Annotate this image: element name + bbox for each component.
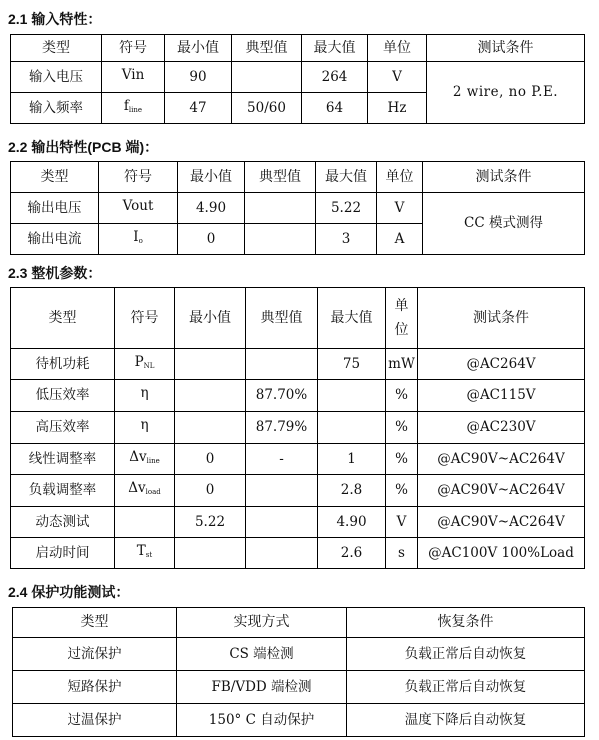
recovery-cell: 温度下降后自动恢复	[347, 704, 585, 737]
unit-cell: A	[377, 224, 423, 255]
condition-cell: @AC90V~AC264V	[418, 475, 585, 507]
symbol-subscript: line	[146, 456, 160, 465]
header-cell: 典型值	[246, 288, 318, 349]
typ-cell	[246, 349, 318, 380]
recovery-cell: 负载正常后自动恢复	[347, 638, 585, 671]
table-header-row	[11, 35, 585, 62]
table-row	[11, 475, 585, 507]
max-cell: 1	[318, 444, 386, 475]
symbol-cell	[115, 507, 175, 538]
section-heading-output: 2.2 输出特性(PCB 端)：	[8, 139, 159, 155]
section-heading-system: 2.3 整机参数：	[8, 265, 102, 281]
header-cell: 最大值	[316, 162, 377, 193]
protection-table	[12, 607, 585, 737]
recovery-cell: 负载正常后自动恢复	[347, 671, 585, 704]
symbol-cell	[99, 193, 178, 224]
min-cell: 47	[165, 93, 232, 124]
symbol-text: T	[136, 542, 146, 559]
type-cell: 输入频率	[11, 93, 102, 124]
type-cell: 输出电流	[11, 224, 99, 255]
type-cell: 启动时间	[11, 538, 115, 569]
type-cell: 负载调整率	[11, 475, 115, 507]
type-cell: 低压效率	[11, 380, 115, 412]
max-cell: 64	[302, 93, 368, 124]
max-cell: 2.6	[318, 538, 386, 569]
max-cell: 3	[316, 224, 377, 255]
header-cell: 最小值	[175, 288, 246, 349]
table-row	[11, 444, 585, 475]
section-heading-protection: 2.4 保护功能测试：	[8, 584, 130, 600]
condition-cell: @AC90V~AC264V	[418, 507, 585, 538]
type-cell: 待机功耗	[11, 349, 115, 380]
symbol-text: Vin	[121, 66, 145, 83]
table-row	[11, 62, 585, 93]
symbol-cell	[99, 224, 178, 255]
symbol-cell	[115, 538, 175, 569]
method-cell: 150° C 自动保护	[177, 704, 347, 737]
header-cell: 测试条件	[423, 162, 585, 193]
method-cell: CS 端检测	[177, 638, 347, 671]
typ-cell	[232, 62, 302, 93]
type-cell: 过温保护	[13, 704, 177, 737]
table-row	[11, 349, 585, 380]
header-cell: 最小值	[178, 162, 245, 193]
max-cell	[318, 380, 386, 412]
symbol-text: Δv	[128, 480, 146, 496]
table-row	[11, 380, 585, 412]
table-row	[11, 412, 585, 444]
unit-cell: s	[386, 538, 418, 569]
unit-cell: %	[386, 412, 418, 444]
max-cell: 5.22	[316, 193, 377, 224]
unit-cell: %	[386, 444, 418, 475]
unit-cell: V	[368, 62, 427, 93]
header-cell: 类型	[11, 288, 115, 349]
header-cell: 测试条件	[418, 288, 585, 349]
symbol-subscript: load	[145, 488, 161, 496]
condition-cell: @AC230V	[418, 412, 585, 444]
unit-cell: V	[386, 507, 418, 538]
min-cell: 5.22	[175, 507, 246, 538]
symbol-cell	[115, 349, 175, 380]
min-cell	[175, 380, 246, 412]
condition-cell: @AC100V 100%Load	[418, 538, 585, 569]
min-cell: 0	[178, 224, 245, 255]
typ-cell	[246, 475, 318, 507]
symbol-subscript: st	[145, 550, 153, 559]
table-header-row	[11, 288, 585, 349]
max-cell	[318, 412, 386, 444]
unit-cell: %	[386, 380, 418, 412]
min-cell	[175, 349, 246, 380]
header-cell: 符号	[115, 288, 175, 349]
min-cell: 0	[175, 475, 246, 507]
symbol-text: η	[140, 385, 149, 401]
header-cell: 最小值	[165, 35, 232, 62]
table-row	[11, 538, 585, 569]
header-cell: 符号	[102, 35, 165, 62]
symbol-cell	[102, 93, 165, 124]
header-cell: 典型值	[245, 162, 316, 193]
type-cell: 短路保护	[13, 671, 177, 704]
header-cell: 最大值	[318, 288, 386, 349]
table-row	[13, 671, 585, 704]
header-cell: 类型	[13, 608, 177, 638]
condition-cell: @AC115V	[418, 380, 585, 412]
header-cell: 单位	[368, 35, 427, 62]
typ-cell: -	[246, 444, 318, 475]
typ-cell	[246, 507, 318, 538]
header-cell: 符号	[99, 162, 178, 193]
table-row	[11, 193, 585, 224]
header-cell: 典型值	[232, 35, 302, 62]
header-cell: 最大值	[302, 35, 368, 62]
typ-cell	[246, 538, 318, 569]
header-cell	[386, 288, 418, 349]
table-header-row	[11, 162, 585, 193]
input-characteristics-table	[10, 34, 585, 124]
type-cell: 输出电压	[11, 193, 99, 224]
condition-cell: 2 wire, no P.E.	[427, 62, 585, 124]
symbol-text: I	[133, 228, 139, 245]
min-cell	[175, 538, 246, 569]
type-cell: 线性调整率	[11, 444, 115, 475]
unit-cell: V	[377, 193, 423, 224]
header-cell: 类型	[11, 162, 99, 193]
symbol-cell	[115, 475, 175, 507]
symbol-subscript: NL	[143, 361, 155, 370]
condition-cell: CC 模式测得	[423, 193, 585, 255]
typ-cell: 50/60	[232, 93, 302, 124]
symbol-cell	[115, 380, 175, 412]
symbol-text: Vout	[122, 197, 154, 214]
symbol-cell	[115, 444, 175, 475]
min-cell: 90	[165, 62, 232, 93]
section-heading-input: 2.1 输入特性：	[8, 11, 102, 27]
condition-cell: @AC264V	[418, 349, 585, 380]
header-cell: 恢复条件	[347, 608, 585, 638]
method-cell: FB/VDD 端检测	[177, 671, 347, 704]
header-cell: 类型	[11, 35, 102, 62]
symbol-text: Δv	[129, 448, 147, 465]
max-cell: 2.8	[318, 475, 386, 507]
symbol-subscript: o	[138, 236, 143, 245]
header-cell: 实现方式	[177, 608, 347, 638]
table-row	[13, 638, 585, 671]
unit-cell: mW	[386, 349, 418, 380]
typ-cell: 87.79%	[246, 412, 318, 444]
min-cell: 0	[175, 444, 246, 475]
table-row	[13, 704, 585, 737]
symbol-cell	[102, 62, 165, 93]
min-cell: 4.90	[178, 193, 245, 224]
symbol-cell	[115, 412, 175, 444]
unit-cell: Hz	[368, 93, 427, 124]
max-cell: 75	[318, 349, 386, 380]
symbol-text: P	[134, 353, 144, 370]
typ-cell	[245, 193, 316, 224]
type-cell: 输入电压	[11, 62, 102, 93]
output-characteristics-table	[10, 161, 585, 255]
symbol-text: η	[140, 417, 149, 433]
unit-cell: %	[386, 475, 418, 507]
table-header-row	[13, 608, 585, 638]
condition-cell: @AC90V~AC264V	[418, 444, 585, 475]
symbol-text: f	[123, 97, 129, 114]
type-cell: 过流保护	[13, 638, 177, 671]
symbol-subscript: line	[128, 105, 143, 114]
max-cell: 4.90	[318, 507, 386, 538]
typ-cell	[245, 224, 316, 255]
max-cell: 264	[302, 62, 368, 93]
unit-header-text: 单位	[394, 298, 409, 338]
min-cell	[175, 412, 246, 444]
header-cell: 测试条件	[427, 35, 585, 62]
type-cell: 动态测试	[11, 507, 115, 538]
typ-cell: 87.70%	[246, 380, 318, 412]
table-row	[11, 507, 585, 538]
header-cell: 单位	[377, 162, 423, 193]
system-parameters-table	[10, 287, 585, 569]
type-cell: 高压效率	[11, 412, 115, 444]
